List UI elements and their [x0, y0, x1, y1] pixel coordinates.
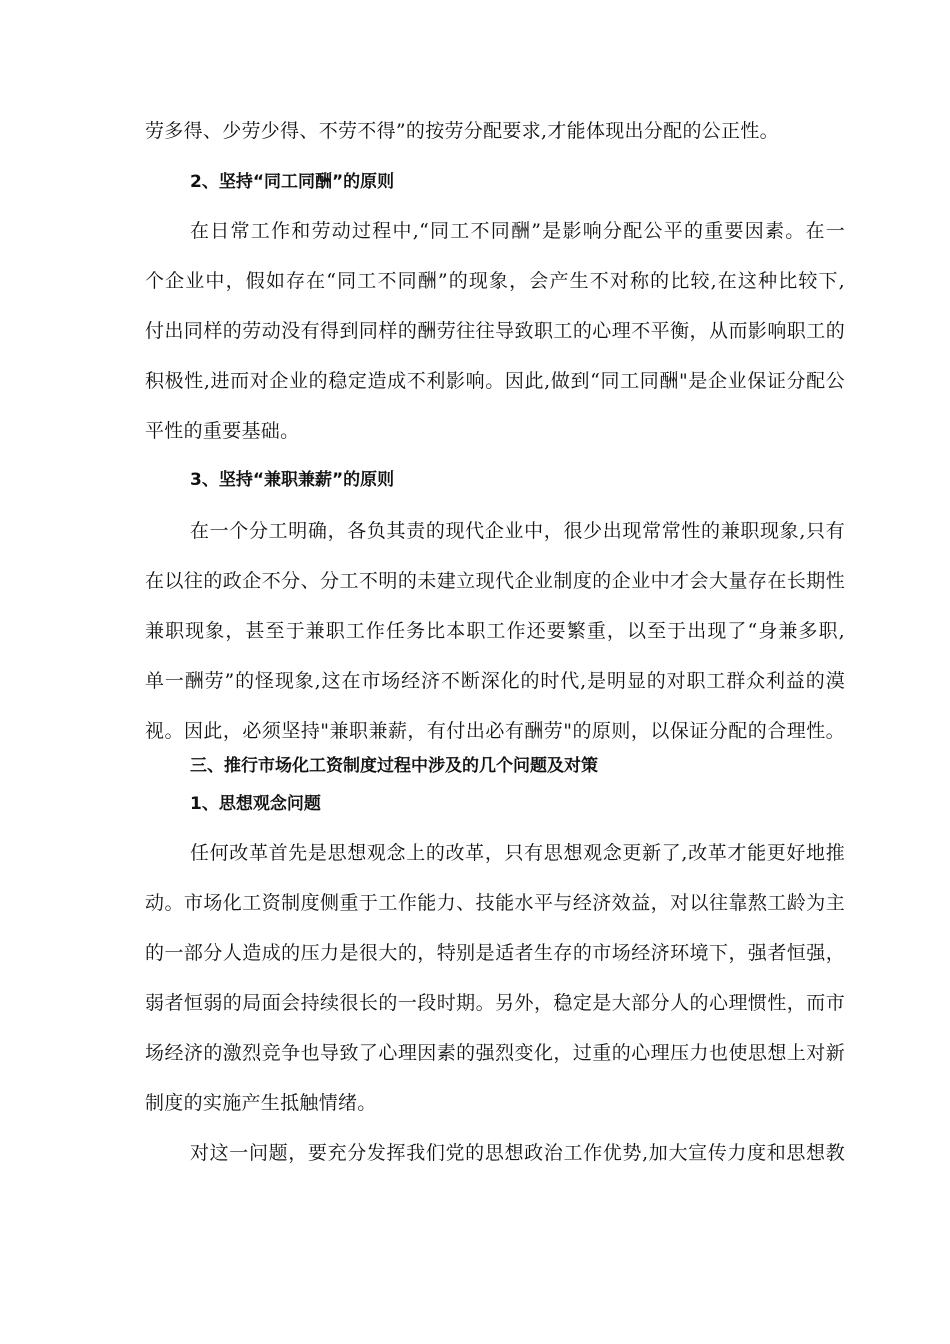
section-heading-mindset-issue: 1、思想观念问题 [190, 794, 321, 814]
chapter-heading-issues-and-countermeasures: 三、推行市场化工资制度过程中涉及的几个问题及对策 [190, 756, 598, 776]
paragraph-line: 制度的实施产生抵触情绪。 [145, 1092, 377, 1114]
paragraph-line: 的一部分人造成的压力是很大的，特别是适者生存的市场经济环境下，强者恒强， [145, 942, 845, 964]
paragraph-line: 在以往的政企不分、分工不明的未建立现代企业制度的企业中才会大量存在长期性 [145, 570, 845, 592]
paragraph-line: 兼职现象，甚至于兼职工作任务比本职工作还要繁重，以至于出现了“身兼多职, [145, 620, 845, 642]
paragraph-line: 积极性,进而对企业的稳定造成不利影响。因此,做到“同工同酬"是企业保证分配公 [145, 370, 845, 392]
paragraph-line: 场经济的激烈竞争也导致了心理因素的强烈变化，过重的心理压力也使思想上对新 [145, 1042, 845, 1064]
paragraph-line: 动。市场化工资制度侧重于工作能力、技能水平与经济效益，对以往靠熬工龄为主 [145, 892, 845, 914]
paragraph-line: 平性的重要基础。 [145, 420, 300, 442]
paragraph-line: 视。因此，必须坚持"兼职兼薪，有付出必有酬劳"的原则，以保证分配的合理性。 [145, 720, 845, 742]
paragraph-line: 付出同样的劳动没有得到同样的酬劳往往导致职工的心理不平衡，从而影响职工的 [145, 320, 845, 342]
paragraph-line: 对这一问题，要充分发挥我们党的思想政治工作优势,加大宣传力度和思想教 [190, 1142, 845, 1164]
paragraph-line: 个企业中，假如存在“同工不同酬”的现象，会产生不对称的比较,在这种比较下, [145, 270, 845, 292]
paragraph-line: 在日常工作和劳动过程中,“同工不同酬”是影响分配公平的重要因素。在一 [190, 220, 845, 242]
paragraph-line: 劳多得、少劳少得、不劳不得”的按劳分配要求,才能体现出分配的公正性。 [145, 120, 779, 142]
paragraph-line: 在一个分工明确，各负其责的现代企业中，很少出现常常性的兼职现象,只有 [190, 520, 845, 542]
paragraph-line: 任何改革首先是思想观念上的改革，只有思想观念更新了,改革才能更好地推 [190, 842, 845, 864]
paragraph-line: 弱者恒弱的局面会持续很长的一段时期。另外，稳定是大部分人的心理惯性，而市 [145, 992, 845, 1014]
paragraph-line: 单一酬劳”的怪现象,这在市场经济不断深化的时代,是明显的对职工群众利益的漠 [145, 670, 845, 692]
section-heading-dual-role-pay: 3、坚持“兼职兼薪”的原则 [190, 470, 395, 490]
section-heading-equal-pay: 2、坚持“同工同酬”的原则 [190, 172, 395, 192]
